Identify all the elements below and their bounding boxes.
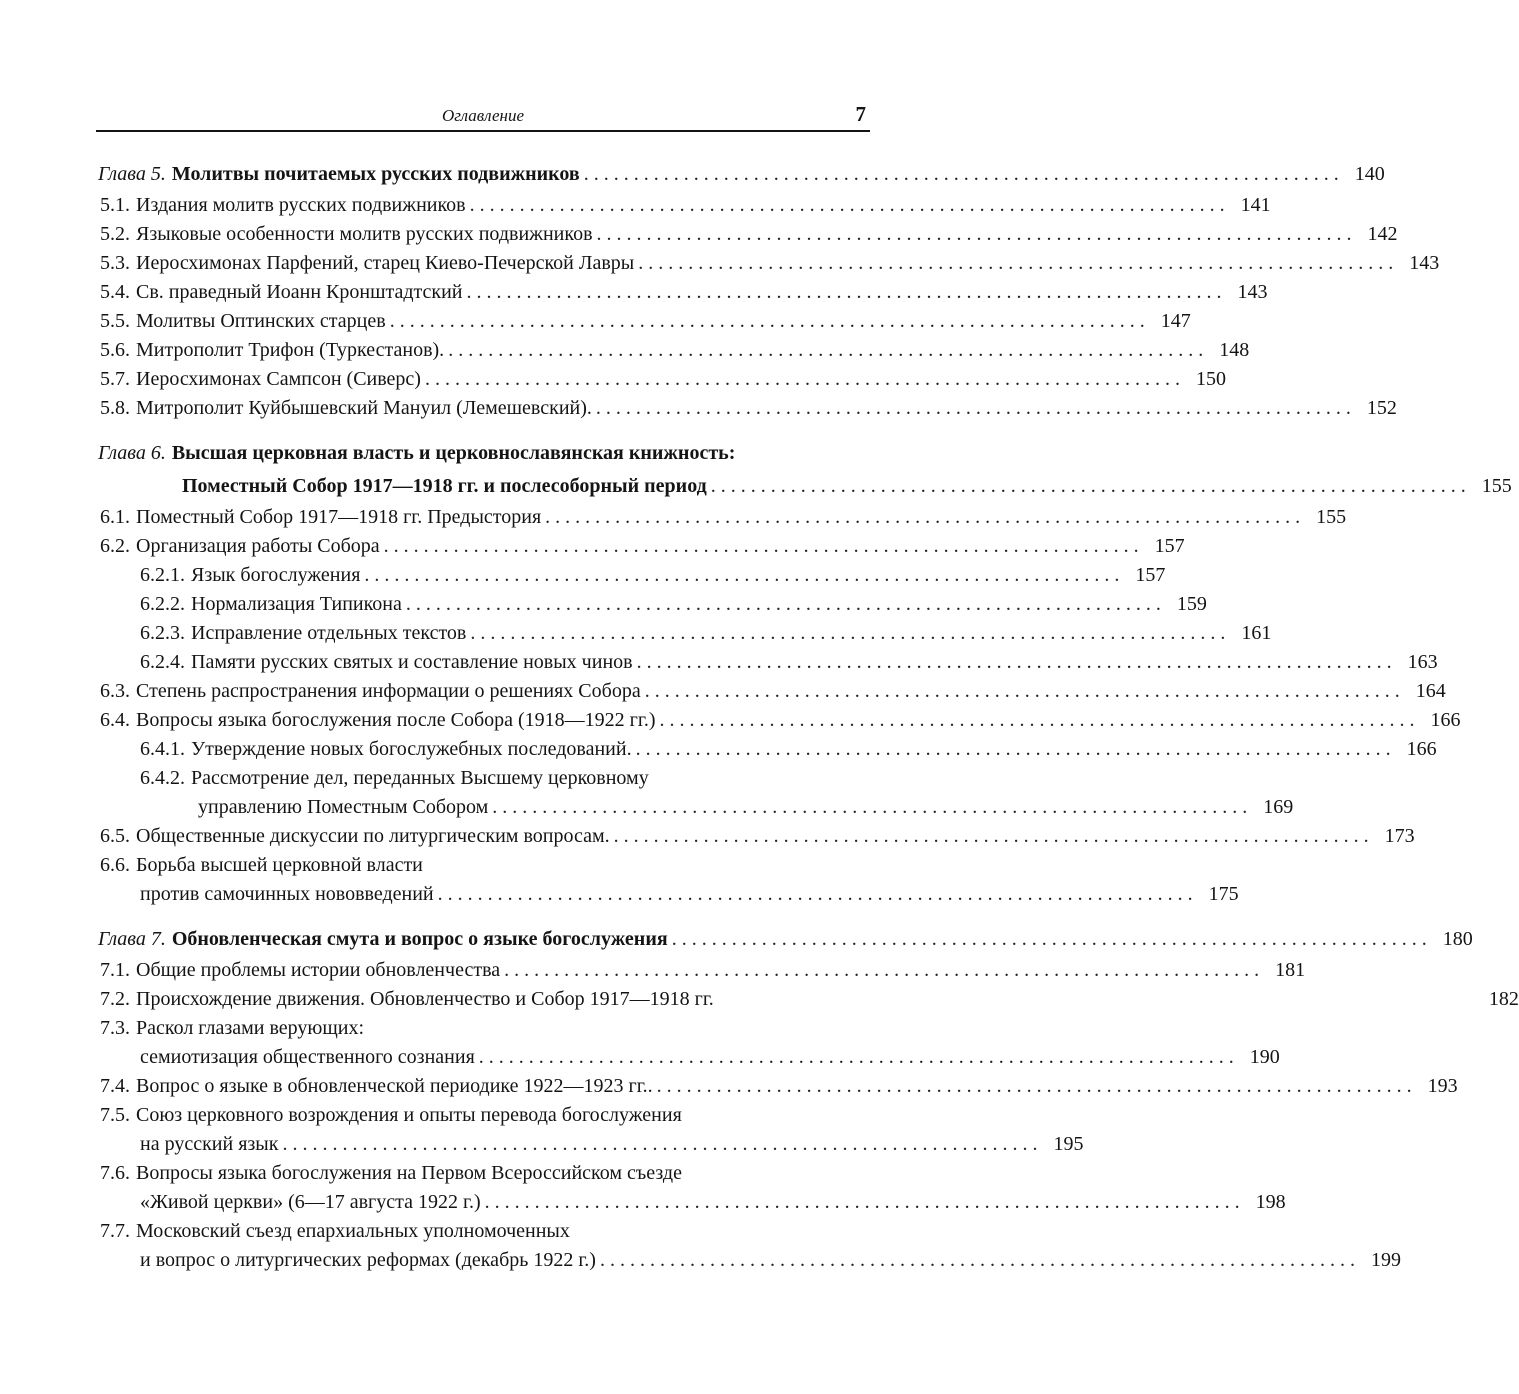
toc-entry bbox=[98, 1101, 868, 1130]
toc-entry bbox=[98, 503, 1347, 532]
entry-page-number: 150 bbox=[1195, 368, 1226, 390]
entry-number: 7.6. bbox=[100, 1162, 130, 1184]
toc-entry bbox=[98, 532, 1185, 561]
entry-page-number: 141 bbox=[1240, 194, 1271, 216]
entry-title: Раскол глазами верующих: bbox=[136, 1017, 365, 1039]
entry-page-number: 155 bbox=[1316, 506, 1347, 528]
entry-page-number: 181 bbox=[1275, 959, 1306, 981]
entry-number: 6.2. bbox=[100, 535, 130, 557]
chapter-label: Глава 6. bbox=[98, 442, 166, 464]
entry-number: 5.1. bbox=[100, 194, 130, 216]
toc-entry bbox=[98, 1217, 868, 1246]
leader-dots bbox=[384, 532, 1139, 561]
chapter-title: Молитвы почитаемых русских подвижников bbox=[171, 163, 580, 185]
entry-page-number: 166 bbox=[1406, 738, 1437, 760]
entry-title: Митрополит Трифон (Туркестанов). bbox=[136, 339, 445, 361]
leader-dots bbox=[504, 956, 1259, 985]
leader-dots bbox=[596, 394, 1351, 423]
entry-number: 6.2.3. bbox=[140, 622, 185, 644]
entry-title: Вопросы языка богослужения на Первом Всероссийском съезде bbox=[136, 1162, 682, 1184]
entry-title: Нормализация Типикона bbox=[191, 593, 402, 615]
chapter-heading-line bbox=[98, 158, 1385, 191]
entry-title: Происхождение движения. Обновленчество и Собор 1917—1918 гг. bbox=[136, 988, 714, 1010]
leader-dots bbox=[470, 191, 1225, 220]
entry-title: семиотизация общественного сознания bbox=[140, 1046, 475, 1068]
entry-number: 6.1. bbox=[100, 506, 130, 528]
entry-number: 5.7. bbox=[100, 368, 130, 390]
toc-entry bbox=[98, 191, 1271, 220]
entry-page-number: 164 bbox=[1415, 680, 1446, 702]
entry-number: 6.2.2. bbox=[140, 593, 185, 615]
chapter-label: Глава 5. bbox=[98, 163, 166, 185]
leader-dots bbox=[406, 590, 1161, 619]
leader-dots bbox=[282, 1130, 1037, 1159]
leader-dots bbox=[485, 1188, 1240, 1217]
leader-dots bbox=[492, 793, 1247, 822]
leader-dots bbox=[438, 880, 1193, 909]
leader-dots bbox=[467, 278, 1222, 307]
entry-number: 7.7. bbox=[100, 1220, 130, 1242]
entry-title: на русский язык bbox=[140, 1133, 279, 1155]
leader-dots bbox=[390, 307, 1145, 336]
toc-entry bbox=[98, 619, 1272, 648]
toc-entry bbox=[98, 956, 1306, 985]
entry-number: 6.3. bbox=[100, 680, 130, 702]
leader-dots bbox=[479, 1043, 1234, 1072]
entry-page-number: 173 bbox=[1384, 825, 1415, 847]
entry-title: Издания молитв русских подвижников bbox=[136, 194, 466, 216]
toc-entry bbox=[98, 365, 1226, 394]
entry-title: Св. праведный Иоанн Кронштадтский bbox=[136, 281, 463, 303]
chapter-page-number: 180 bbox=[1442, 928, 1473, 950]
entry-number: 6.5. bbox=[100, 825, 130, 847]
leader-dots bbox=[638, 249, 1393, 278]
entry-title: Иеросхимонах Сампсон (Сиверс) bbox=[136, 368, 421, 390]
entry-page-number: 166 bbox=[1430, 709, 1461, 731]
entry-title: Митрополит Куйбышевский Мануил (Лемешевский). bbox=[136, 397, 592, 419]
toc-entry bbox=[98, 677, 1446, 706]
entry-page-number: 143 bbox=[1409, 252, 1440, 274]
entry-title: Исправление отдельных текстов bbox=[191, 622, 467, 644]
toc-chapter bbox=[98, 923, 1519, 1275]
entry-number: 6.2.1. bbox=[140, 564, 185, 586]
chapter-title: Обновленческая смута и вопрос о языке богослужения bbox=[171, 928, 668, 950]
leader-dots bbox=[672, 923, 1427, 956]
entry-number: 6.6. bbox=[100, 854, 130, 876]
entry-number: 7.1. bbox=[100, 959, 130, 981]
entry-page-number: 163 bbox=[1407, 651, 1438, 673]
leader-dots bbox=[425, 365, 1180, 394]
entry-page-number: 161 bbox=[1241, 622, 1272, 644]
entry-title: Рассмотрение дел, переданных Высшему церковному bbox=[191, 767, 649, 789]
running-header bbox=[96, 102, 870, 132]
entry-title: Вопросы языка богослужения после Собора (1918—1922 гг.) bbox=[136, 709, 656, 731]
entry-page-number: 147 bbox=[1160, 310, 1191, 332]
toc-entry bbox=[98, 1043, 1280, 1072]
toc-entry bbox=[98, 561, 1166, 590]
toc-entry bbox=[98, 249, 1440, 278]
entry-title: и вопрос о литургических реформах (декабрь 1922 г.) bbox=[140, 1249, 596, 1271]
entry-title: Иеросхимонах Парфений, старец Киево-Печерской Лавры bbox=[136, 252, 635, 274]
leader-dots bbox=[584, 158, 1339, 191]
toc-entry bbox=[98, 336, 1250, 365]
leader-dots bbox=[614, 822, 1369, 851]
entry-number: 7.3. bbox=[100, 1017, 130, 1039]
entry-number: 5.2. bbox=[100, 223, 130, 245]
toc-entry bbox=[98, 1130, 1084, 1159]
toc-entry bbox=[98, 394, 1397, 423]
entry-title: Вопрос о языке в обновленческой периодике 1922—1923 гг.. bbox=[136, 1075, 653, 1097]
entry-title: Организация работы Собора bbox=[136, 535, 380, 557]
toc-entry bbox=[98, 764, 868, 793]
entry-title: Союз церковного возрождения и опыты перевода богослужения bbox=[136, 1104, 682, 1126]
toc-entry bbox=[98, 1014, 868, 1043]
entry-number: 6.4.1. bbox=[140, 738, 185, 760]
entry-number: 5.8. bbox=[100, 397, 130, 419]
entry-title: «Живой церкви» (6—17 августа 1922 г.) bbox=[140, 1191, 481, 1213]
leader-dots bbox=[448, 336, 1203, 365]
entry-page-number: 193 bbox=[1427, 1075, 1458, 1097]
entry-page-number: 198 bbox=[1255, 1191, 1286, 1213]
entry-title: Степень распространения информации о решениях Собора bbox=[136, 680, 641, 702]
entry-page-number: 157 bbox=[1135, 564, 1166, 586]
entry-number: 5.3. bbox=[100, 252, 130, 274]
entry-page-number: 182 bbox=[1488, 988, 1519, 1010]
chapter-label: Глава 7. bbox=[98, 928, 166, 950]
toc-entry bbox=[98, 851, 868, 880]
leader-dots bbox=[470, 619, 1225, 648]
toc-entry bbox=[98, 1072, 1458, 1101]
chapter-heading-line bbox=[98, 437, 868, 470]
entry-number: 5.4. bbox=[100, 281, 130, 303]
toc-entry bbox=[98, 985, 1519, 1014]
header-title: Оглавление bbox=[441, 106, 525, 125]
entry-title: Московский съезд епархиальных уполномоченных bbox=[136, 1220, 570, 1242]
toc-entry bbox=[98, 1159, 868, 1188]
chapter-page-number: 140 bbox=[1354, 163, 1385, 185]
leader-dots bbox=[711, 470, 1466, 503]
toc-entry bbox=[98, 706, 1461, 735]
toc-entry bbox=[98, 307, 1191, 336]
entry-title: Общие проблемы истории обновленчества bbox=[136, 959, 501, 981]
entry-title: Язык богослужения bbox=[191, 564, 361, 586]
toc-entry bbox=[98, 793, 1294, 822]
entry-page-number: 199 bbox=[1370, 1249, 1401, 1271]
chapter-page-number: 155 bbox=[1481, 475, 1512, 497]
leader-dots bbox=[597, 220, 1352, 249]
leader-dots bbox=[657, 1072, 1412, 1101]
entry-page-number: 148 bbox=[1219, 339, 1250, 361]
leader-dots bbox=[645, 677, 1400, 706]
entry-page-number: 169 bbox=[1263, 796, 1294, 818]
entry-page-number: 159 bbox=[1176, 593, 1207, 615]
entry-number: 7.2. bbox=[100, 988, 130, 1010]
toc-entry bbox=[98, 220, 1398, 249]
leader-dots bbox=[600, 1246, 1355, 1275]
entry-number: 5.6. bbox=[100, 339, 130, 361]
chapter-heading-line bbox=[98, 923, 1473, 956]
chapter-title: Поместный Собор 1917—1918 гг. и послесоборный период bbox=[182, 475, 707, 497]
leader-dots bbox=[364, 561, 1119, 590]
toc-entry bbox=[98, 880, 1239, 909]
toc-entry bbox=[98, 1188, 1286, 1217]
entry-title: Языковые особенности молитв русских подвижников bbox=[136, 223, 593, 245]
entry-page-number: 157 bbox=[1154, 535, 1185, 557]
entry-number: 7.4. bbox=[100, 1075, 130, 1097]
entry-title: Поместный Собор 1917—1918 гг. Предыстория bbox=[136, 506, 542, 528]
toc-entry bbox=[98, 1246, 1401, 1275]
toc-entry bbox=[98, 278, 1268, 307]
entry-title: управлению Поместным Собором bbox=[198, 796, 489, 818]
table-of-contents bbox=[98, 158, 1519, 1289]
entry-page-number: 195 bbox=[1053, 1133, 1084, 1155]
entry-number: 5.5. bbox=[100, 310, 130, 332]
leader-dots bbox=[637, 648, 1392, 677]
entry-title: Общественные дискуссии по литургическим вопросам. bbox=[136, 825, 610, 847]
entry-page-number: 142 bbox=[1367, 223, 1398, 245]
entry-page-number: 175 bbox=[1208, 883, 1239, 905]
entry-title: Молитвы Оптинских старцев bbox=[136, 310, 386, 332]
entry-page-number: 152 bbox=[1366, 397, 1397, 419]
entry-title: против самочинных нововведений bbox=[140, 883, 434, 905]
entry-title: Памяти русских святых и составление новых чинов bbox=[191, 651, 633, 673]
entry-number: 6.4. bbox=[100, 709, 130, 731]
entry-number: 6.2.4. bbox=[140, 651, 185, 673]
leader-dots bbox=[636, 735, 1391, 764]
toc-chapter bbox=[98, 158, 1440, 423]
entry-number: 6.4.2. bbox=[140, 767, 185, 789]
toc-entry bbox=[98, 822, 1415, 851]
entry-page-number: 143 bbox=[1237, 281, 1268, 303]
toc-entry bbox=[98, 735, 1437, 764]
entry-title: Борьба высшей церковной власти bbox=[136, 854, 423, 876]
chapter-title: Высшая церковная власть и церковнославянская книжность: bbox=[171, 442, 736, 464]
entry-page-number: 190 bbox=[1249, 1046, 1280, 1068]
entry-title: Утверждение новых богослужебных последований. bbox=[191, 738, 632, 760]
entry-number: 7.5. bbox=[100, 1104, 130, 1126]
toc-chapter bbox=[98, 437, 1512, 909]
leader-dots bbox=[545, 503, 1300, 532]
chapter-heading-line bbox=[98, 470, 1512, 503]
toc-entry bbox=[98, 590, 1207, 619]
leader-dots bbox=[660, 706, 1415, 735]
header-page-number: 7 bbox=[855, 102, 866, 126]
toc-entry bbox=[98, 648, 1438, 677]
